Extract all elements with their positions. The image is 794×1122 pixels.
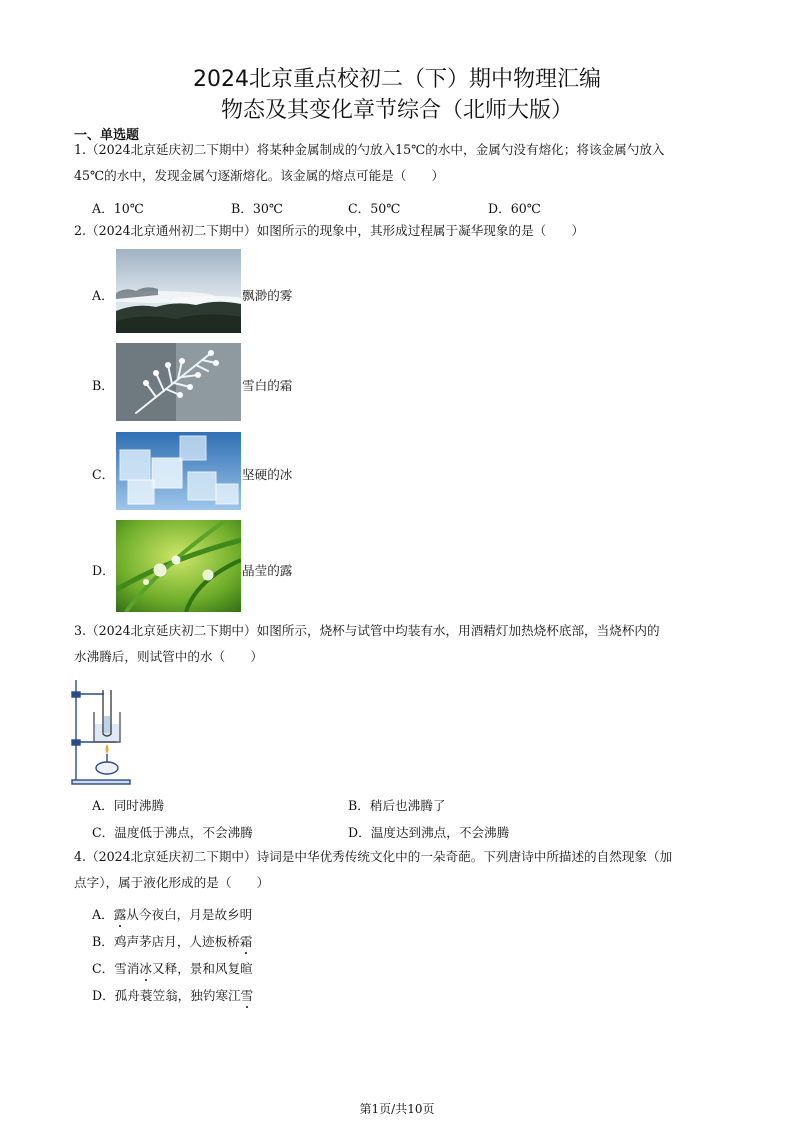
dotted-character: 露 — [114, 904, 127, 923]
question-4-stem-line1: 4.（2024北京延庆初二下期中）诗词是中华优秀传统文化中的一朵奇葩。下列唐诗中所描述的自然现象（加 — [74, 849, 673, 864]
option-letter: C． — [92, 961, 115, 976]
question-2-option-c-letter: C． — [92, 467, 115, 482]
option-text-rest: 又释，景和风复暄 — [152, 961, 253, 976]
question-2-option-d-caption: 晶莹的露 — [242, 563, 293, 578]
question-4-option-a — [92, 904, 252, 923]
question-4-option-c — [92, 958, 253, 977]
dotted-character: 霜 — [240, 931, 253, 950]
question-1-stem-line2: 45℃的水中，发现金属勺逐渐熔化。该金属的熔点可能是（ ） — [74, 168, 445, 183]
question-2-option-b-letter: B． — [92, 378, 114, 393]
page-number-footer: 第1页/共10页 — [359, 1102, 435, 1116]
option-text-rest: 从今夜白，月是故乡明 — [126, 907, 253, 922]
dew-image — [116, 520, 241, 612]
question-3-option-b: B．稍后也沸腾了 — [348, 798, 446, 813]
question-2-stem: 2.（2024北京通州初二下期中）如图所示的现象中，其形成过程属于凝华现象的是（ ） — [74, 223, 585, 238]
question-1-option-d: D．60℃ — [488, 201, 541, 216]
option-letter: A． — [92, 907, 114, 922]
ice-cubes-image — [116, 432, 241, 510]
question-4-stem-line2: 点字），属于液化形成的是（ ） — [74, 875, 270, 890]
question-3-option-a: A．同时沸腾 — [92, 798, 165, 813]
section-heading: 一、单选题 — [74, 128, 140, 143]
option-text-pre: 孤舟蓑笠翁，独钓寒江 — [114, 988, 241, 1003]
option-text-pre: 鸡声茅店月，人迹板桥 — [113, 934, 240, 949]
question-3-option-d: D．温度达到沸点，不会沸腾 — [348, 825, 510, 840]
question-2-option-d-letter: D． — [92, 563, 115, 578]
question-1-option-b: B．30℃ — [231, 201, 283, 216]
dotted-character: 雪 — [241, 985, 254, 1004]
question-2-option-a-letter: A． — [92, 288, 114, 303]
fog-image — [116, 249, 241, 333]
option-letter: D． — [92, 988, 115, 1003]
option-text-pre: 雪消 — [114, 961, 140, 976]
question-1-option-c: C．50℃ — [348, 201, 401, 216]
question-4-option-b — [92, 931, 252, 950]
question-2-option-b-caption: 雪白的霜 — [242, 378, 293, 393]
boiling-apparatus-diagram — [70, 676, 132, 790]
question-2-option-c-caption: 坚硬的冰 — [242, 467, 293, 482]
question-1-option-a: A．10℃ — [92, 201, 144, 216]
question-4-option-d — [92, 985, 253, 1004]
page-title-line1: 2024北京重点校初二（下）期中物理汇编 — [193, 67, 601, 92]
question-3-stem-line1: 3.（2024北京延庆初二下期中）如图所示，烧杯与试管中均装有水，用酒精灯加热烧杯底部，当烧杯内的 — [74, 623, 660, 638]
question-3-stem-line2: 水沸腾后，则试管中的水（ ） — [74, 649, 263, 664]
question-3-option-c: C．温度低于沸点，不会沸腾 — [92, 825, 253, 840]
dotted-character: 冰 — [139, 958, 152, 977]
question-1-stem-line1: 1.（2024北京延庆初二下期中）将某种金属制成的勺放入15℃的水中，金属勺没有熔化；将该金属勺放入 — [74, 142, 665, 157]
question-2-option-a-caption: 飘渺的雾 — [242, 288, 293, 303]
page-title-line2: 物态及其变化章节综合（北师大版） — [220, 98, 573, 123]
option-letter: B． — [92, 934, 114, 949]
frost-image — [116, 343, 241, 421]
